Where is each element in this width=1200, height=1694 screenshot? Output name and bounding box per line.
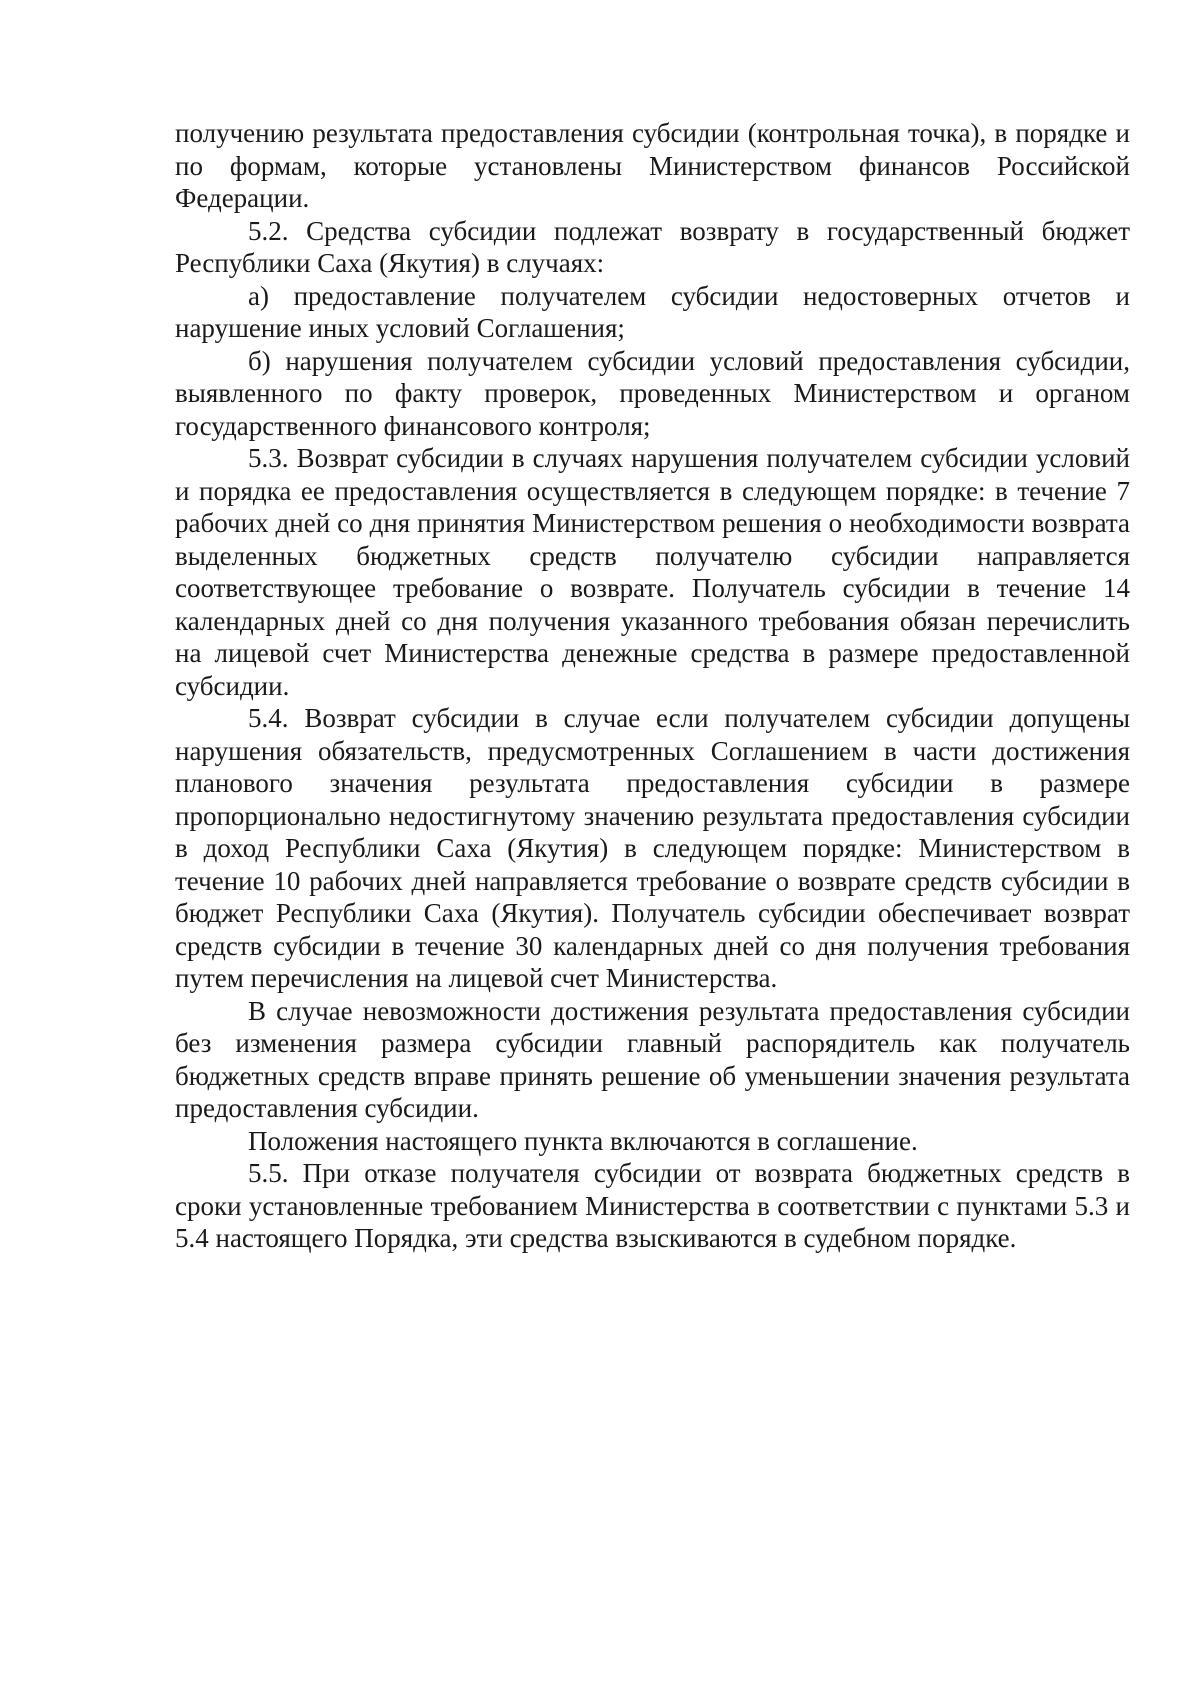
- paragraph-5-3: 5.3. Возврат субсидии в случаях нарушения получателем субсидии условий и порядка ее предоставления осуществляется в следующем порядке: в течение 7 рабочих дней со дня принятия Министерством решения о необходимости возврата выделенных бюджетных средств получателю субсидии направляется соответствующее требование о возврате. Получатель субсидии в течение 14 календарных дней со дня получения указанного требования обязан перечислить на лицевой счет Министерства денежные средства в размере предоставленной субсидии.: [175, 443, 1130, 701]
- paragraph-5-5: 5.5. При отказе получателя субсидии от возврата бюджетных средств в сроки установленные требованием Министерства в соответствии с пунктами 5.3 и 5.4 настоящего Порядка, эти средства взыскиваются в судебном порядке.: [175, 1158, 1130, 1253]
- paragraph-5-2-b: б) нарушения получателем субсидии условий предоставления субсидии, выявленного по факту проверок, проведенных Министерством и органом государственного финансового контроля;: [175, 345, 1130, 441]
- paragraph-continuation: получению результата предоставления субсидии (контрольная точка), в порядке и по формам, которые установлены Министерством финансов Российской Федерации.: [175, 118, 1130, 213]
- paragraph-5-2: 5.2. Средства субсидии подлежат возврату в государственный бюджет Республики Саха (Якутия) в случаях:: [175, 215, 1130, 278]
- paragraph-5-4-impossibility: В случае невозможности достижения результата предоставления субсидии без изменения размера субсидии главный распорядитель как получатель бюджетных средств вправе принять решение об уменьшении значения результата предоставления субсидии.: [175, 995, 1130, 1123]
- paragraph-5-4-provisions: Положения настоящего пункта включаются в соглашение.: [248, 1125, 918, 1156]
- document-body: [175, 117, 1130, 1255]
- paragraph-5-2-a: а) предоставление получателем субсидии недостоверных отчетов и нарушение иных условий Соглашения;: [175, 280, 1130, 343]
- paragraph-5-4: 5.4. Возврат субсидии в случае если получателем субсидии допущены нарушения обязательств, предусмотренных Соглашением в части достижения планового значения результата предоставления субсидии в размере пропорционально недостигнутому значению результата предоставления субсидии в доход Республики Саха (Якутия) в следующем порядке: Министерством в течение 10 рабочих дней направляется требование о возврате средств субсидии в бюджет Республики Саха (Якутия). Получатель субсидии обеспечивает возврат средств субсидии в течение 30 календарных дней со дня получения требования путем перечисления на лицевой счет Министерства.: [175, 703, 1130, 993]
